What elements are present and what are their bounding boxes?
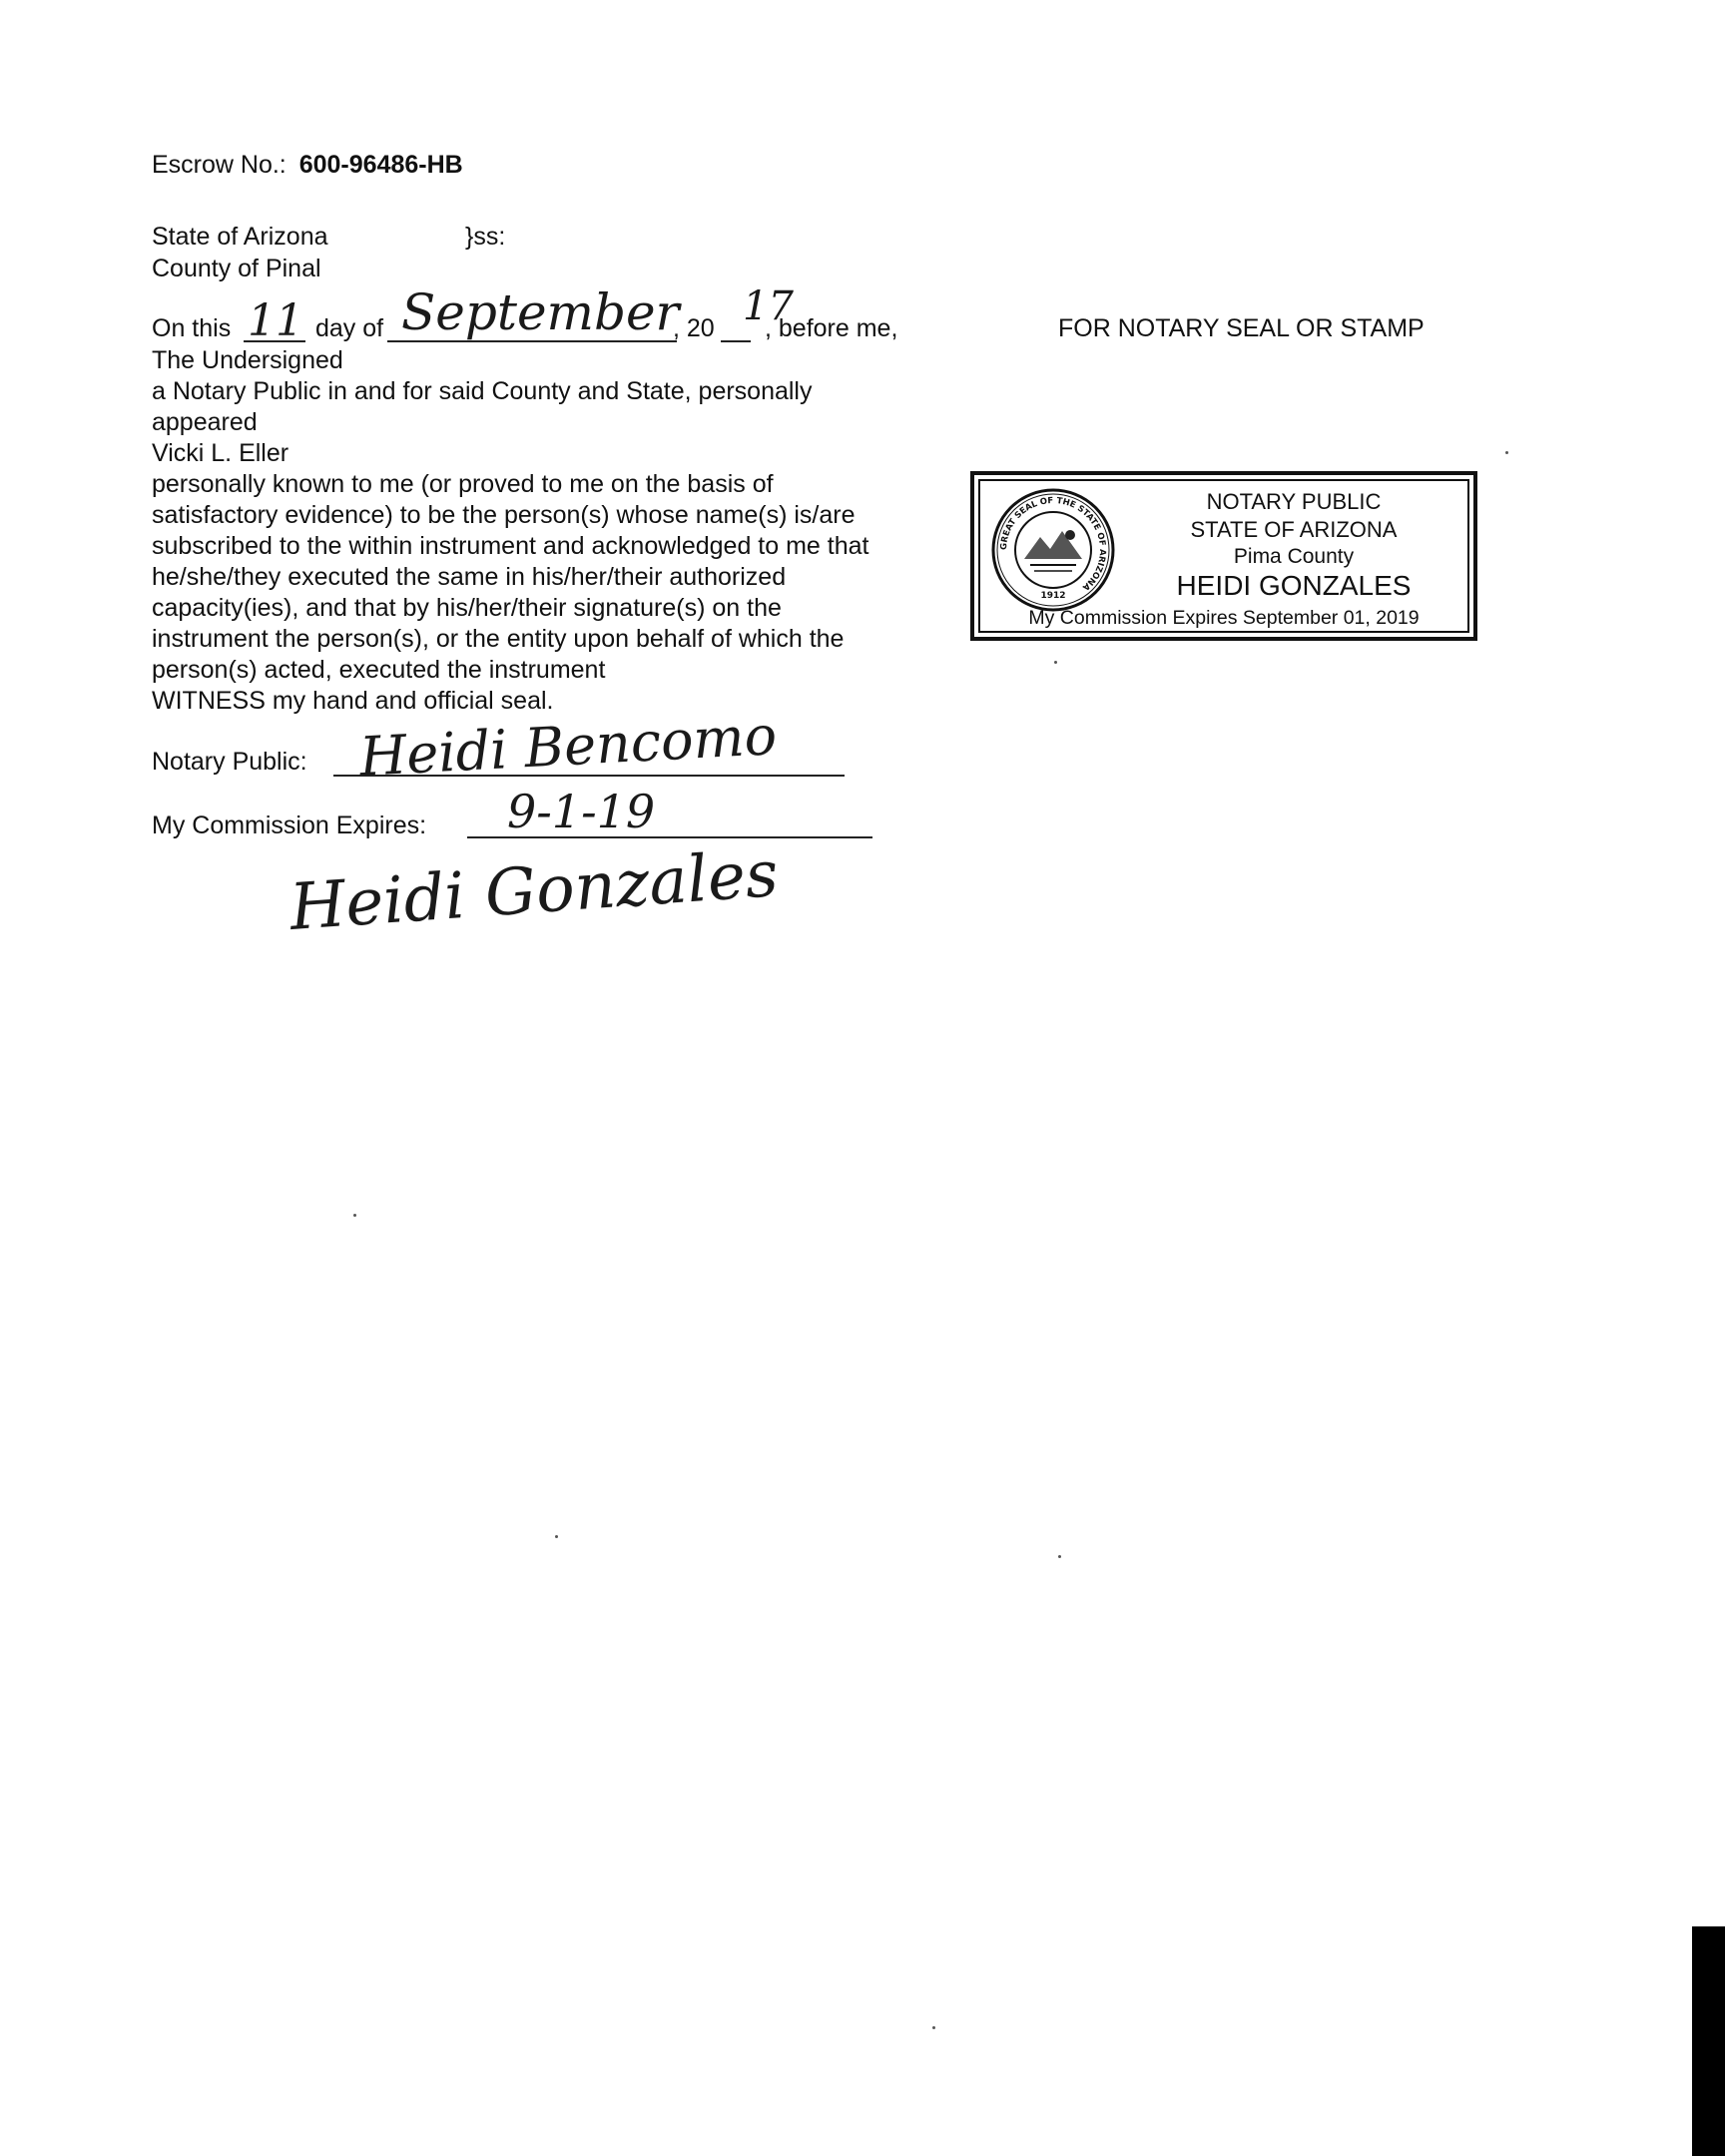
venue-county: County of Pinal (152, 255, 321, 282)
scan-speck (1058, 1555, 1061, 1558)
notary-public-line: a Notary Public in and for said County and State, personally (152, 377, 813, 405)
stamp-name: HEIDI GONZALES (1176, 570, 1412, 601)
before-me-text: , before me, (765, 314, 898, 342)
venue-ss: }ss: (465, 223, 506, 251)
body-line: personally known to me (or proved to me on the basis of (152, 470, 774, 498)
notary-stamp (970, 471, 1477, 641)
body-line: person(s) acted, executed the instrument (152, 656, 606, 684)
year-underline (721, 340, 751, 342)
undersigned-text: The Undersigned (152, 346, 343, 374)
state-seal-icon (990, 487, 1116, 613)
stamp-line-state: STATE OF ARIZONA (1190, 517, 1398, 542)
seal-year: 1912 (1040, 591, 1066, 601)
witness-text: WITNESS my hand and official seal. (152, 687, 554, 715)
body-line: capacity(ies), and that by his/her/their signature(s) on the (152, 594, 782, 622)
day-handwritten: 11 (248, 295, 303, 346)
appeared-text: appeared (152, 408, 258, 436)
venue-state: State of Arizona (152, 223, 328, 251)
escrow-number: 600-96486-HB (298, 151, 463, 179)
scan-edge-bar (1692, 1926, 1725, 2156)
escrow-label: Escrow No.: (152, 151, 287, 179)
seal-heading: FOR NOTARY SEAL OR STAMP (1058, 314, 1425, 342)
scan-speck (932, 2026, 935, 2029)
scan-speck (353, 1214, 356, 1217)
body-line: subscribed to the within instrument and acknowledged to me that (152, 532, 869, 560)
year-prefix: , 20 (673, 314, 715, 342)
escrow-line (152, 150, 463, 181)
stamp-line-notary-public: NOTARY PUBLIC (1206, 489, 1382, 514)
signer-name: Vicki L. Eller (152, 439, 289, 467)
month-handwritten: September (401, 283, 680, 341)
body-line: he/she/they executed the same in his/her/their authorized (152, 563, 787, 591)
stamp-commission: My Commission Expires September 01, 2019 (1028, 607, 1420, 629)
notary-signature: Heidi Bencomo (357, 704, 779, 789)
seal-ring-text: GREAT SEAL OF THE STATE OF ARIZONA (998, 495, 1108, 593)
expires-handwritten: 9-1-19 (507, 785, 656, 838)
body-line: instrument the person(s), or the entity upon behalf of which the (152, 625, 845, 653)
body-line: satisfactory evidence) to be the person(s) whose name(s) is/are (152, 501, 856, 529)
scan-speck (1054, 661, 1057, 664)
scan-speck (555, 1535, 558, 1538)
stamp-line-county: Pima County (1233, 545, 1355, 568)
notary-public-label: Notary Public: (152, 748, 307, 776)
on-this-text: On this (152, 314, 232, 342)
commission-expires-label: My Commission Expires: (152, 811, 427, 839)
second-signature: Heidi Gonzales (288, 837, 781, 945)
year-handwritten: 17 (743, 283, 794, 329)
day-of-text: day of (315, 314, 384, 342)
scan-speck (1505, 451, 1508, 454)
